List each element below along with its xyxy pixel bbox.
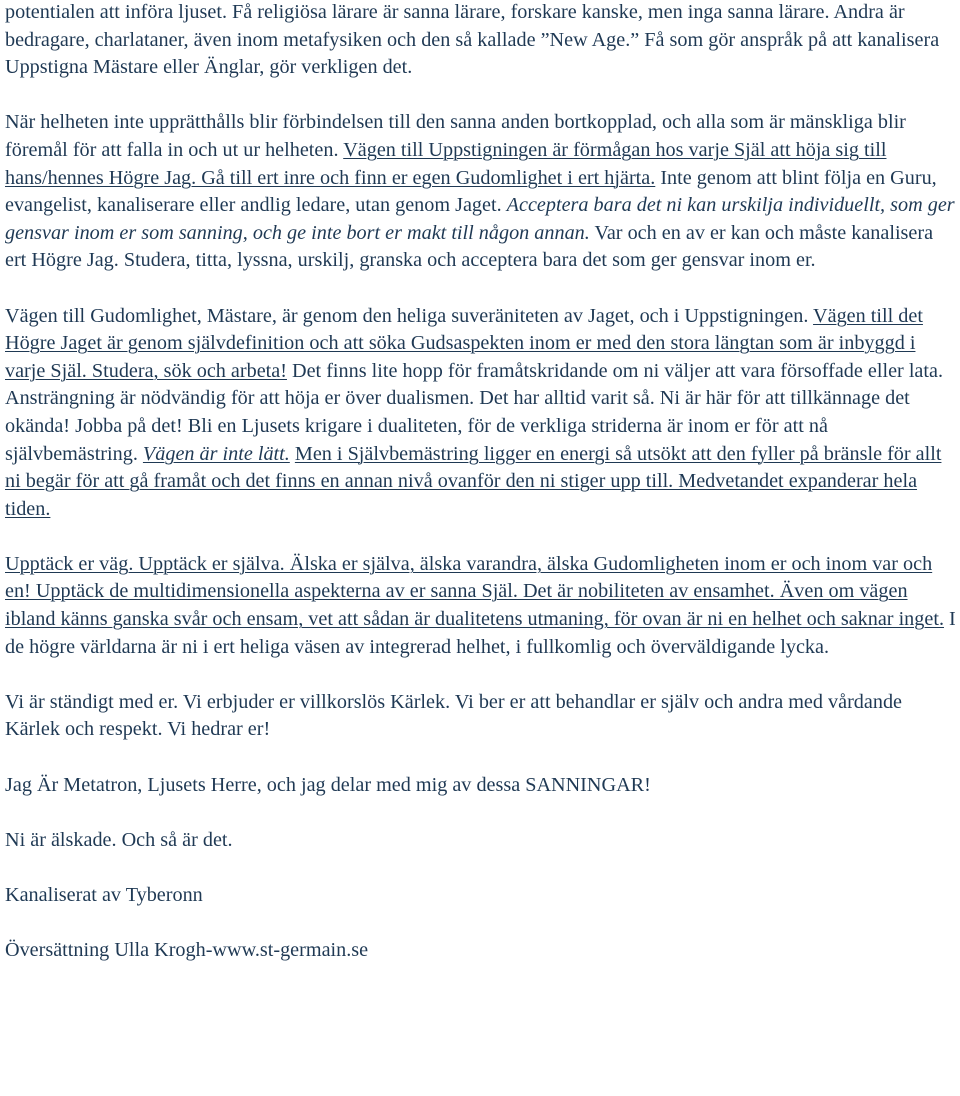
paragraph-discover: [5, 551, 957, 661]
paragraph-path-to-divinity: [5, 303, 957, 524]
underlined-text-span: Vägen till Uppstigningen är förmågan hos varje Själ att höja sig till hans/hennes Högre Jag. Gå till ert inre och finn er egen Gudomlighet i ert hjärta.: [5, 138, 887, 189]
italic-underlined-text-span: Vägen är inte lätt.: [142, 442, 290, 465]
italic-text-span: Acceptera bara det ni kan urskilja individuellt, som ger gensvar inom er som sanning, och ge inte bort er makt till någon annan.: [5, 194, 955, 244]
paragraph-metatron: [5, 772, 957, 800]
underlined-text-span: Men i Självbemästring ligger en energi så utsökt att den fyller på bränsle för allt ni begär för att gå framåt och det finns en annan nivå ovanför den ni stiger upp till. Medvetandet expanderar hela tiden.: [5, 442, 942, 520]
text-span: Ni är älskade. Och så är det.: [5, 828, 233, 851]
text-span: Kanaliserat av Tyberonn: [5, 884, 203, 906]
text-span: Vi är ständigt med er. Vi erbjuder er villkorslös Kärlek. Vi ber er att behandlar er själv och andra med vårdande Kärlek och respekt. Vi hedrar er!: [5, 690, 903, 741]
paragraph-beloved: [5, 827, 957, 855]
underlined-text-span: Vägen till det Högre Jaget är genom självdefinition och att söka Gudsaspekten inom er med den stora längtan som är inbyggd i varje Själ. Studera, sök och arbeta!: [5, 304, 923, 382]
document-body: [5, 0, 957, 992]
paragraph-teachers: [5, 0, 957, 82]
text-span: När helheten inte upprätthålls blir förbindelsen till den sanna anden bortkopplad, och alla som är mänskliga blir föremål för att falla in och ut ur helheten.: [5, 111, 906, 161]
text-span: Inte genom att blint följa en Guru, evangelist, kanaliserare eller andlig ledare, utan genom Jaget.: [5, 166, 937, 217]
text-span: Det finns lite hopp för framåtskridande om ni väljer att vara försoffade eller lata. Ansträngning är nödvändig för att höja er över dualismen. Det har alltid varit så. Ni är här för att tillkännage det okända! Jobba på det! Bli en Ljusets krigare i dualiteten, för de verkliga striderna är inom er för att nå självbemästring.: [5, 359, 944, 465]
underlined-text-span: Upptäck er väg. Upptäck er själva. Älska er själva, älska varandra, älska Gudomligheten inom er och inom var och en! Upptäck de multidimensionella aspekterna av er sanna Själ. Det är nobiliteten av ensamhet. Även om vägen ibland känns ganska svår och ensam, vet att sådan är dualitetens utmaning, för ovan är ni en helhet och saknar inget.: [5, 552, 944, 631]
text-span: Översättning Ulla Krogh-www.st-germain.se: [5, 939, 369, 962]
paragraph-wholeness: [5, 109, 957, 275]
text-span: Var och en av er kan och måste kanalisera ert Högre Jag. Studera, titta, lyssna, urskilj, granska och acceptera bara det som ger gensvar inom er.: [5, 221, 934, 272]
text-span: potentialen att införa ljuset. Få religiösa lärare är sanna lärare, forskare kanske, men inga sanna lärare. Andra är bedragare, charlataner, även inom metafysiken och den så kallade ”New Age.” Få som gör anspråk på att kanalisera Uppstigna Mästare eller Änglar, gör verkligen det.: [5, 1, 940, 79]
paragraph-channeled-by: [5, 882, 957, 910]
paragraph-translation-credit: [5, 937, 957, 965]
paragraph-love: [5, 689, 957, 744]
text-span: Vägen till Gudomlighet, Mästare, är genom den heliga suveräniteten av Jaget, och i Uppstigningen.: [5, 304, 814, 327]
text-span: Jag Är Metatron, Ljusets Herre, och jag delar med mig av dessa SANNINGAR!: [5, 773, 651, 796]
text-span: I de högre världarna är ni i ert heliga väsen av integrerad helhet, i fullkomlig och överväldigande lycka.: [5, 608, 956, 658]
